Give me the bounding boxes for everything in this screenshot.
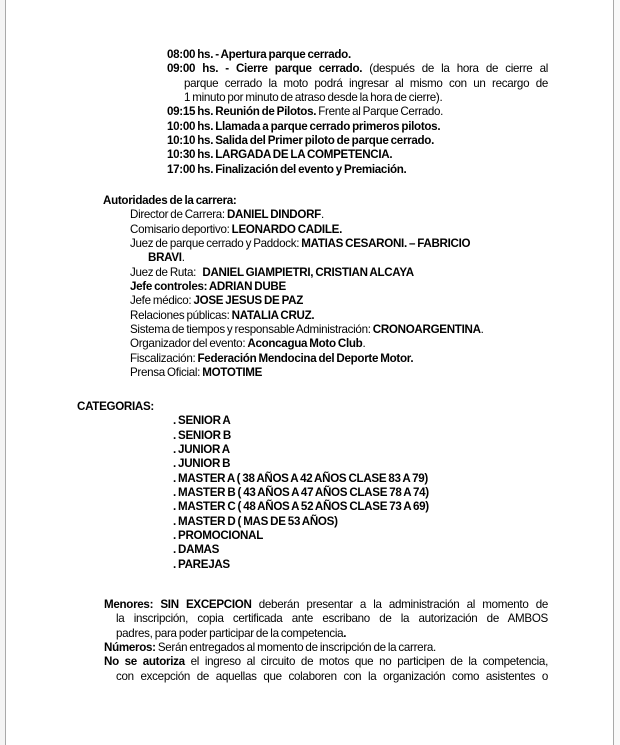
text-run: Prensa Oficial:: [130, 365, 203, 379]
note-numeros: [104, 641, 548, 655]
text-run: Organizador del evento:: [130, 337, 248, 351]
text-run: BRAVI: [148, 251, 182, 265]
categories-list: [173, 414, 547, 572]
text-run: No se autoriza: [104, 655, 185, 669]
text-run: NATALIA CRUZ.: [231, 308, 315, 322]
category-item: . SENIOR A: [173, 414, 231, 428]
categories-section: [77, 400, 547, 572]
text-run: Jefe médico:: [130, 294, 194, 308]
text-run: CATEGORIAS:: [77, 400, 154, 413]
text-run: Números:: [104, 640, 158, 654]
text-run: JOSE JESUS DE PAZ: [193, 294, 303, 308]
text-run: Federación Mendocina del Deporte Motor.: [197, 351, 414, 365]
text-run: Comisario deportivo:: [130, 222, 232, 236]
authority-jefe-controles: [130, 280, 555, 294]
category-item: . PROMOCIONAL: [173, 528, 263, 542]
text-run: MOTOTIME: [202, 365, 263, 379]
text-run: Aconcagua Moto Club: [247, 337, 363, 351]
schedule-line-0900-wrap2: [184, 91, 548, 105]
text-run: parque cerrado la moto podrá ingresar al mismo con un recargo de: [184, 76, 548, 90]
page-margin-right: [614, 0, 620, 745]
text-run: Serán entregados al momento de inscripción de la carrera.: [157, 640, 436, 654]
categories-heading: [77, 400, 547, 414]
text-run: padres, para poder participar de la competencia: [116, 626, 344, 640]
text-run: 1 minuto por minuto de atraso desde la hora de cierre).: [184, 90, 443, 104]
authority-director: [130, 208, 555, 222]
authorities-section: [103, 194, 555, 380]
note-no-autoriza-line1: [104, 655, 548, 669]
text-run: Relaciones públicas:: [130, 308, 232, 322]
text-run: Menores: SIN EXCEPCION: [104, 598, 252, 611]
category-item: . JUNIOR B: [173, 457, 231, 471]
authority-sistema: [130, 323, 555, 337]
schedule-section: [167, 48, 548, 177]
category-item: . MASTER B ( 43 AÑOS A 47 AÑOS CLASE 78 A 74): [173, 485, 429, 499]
category-item: . DAMAS: [173, 543, 220, 557]
text-run: LEONARDO CADILE.: [231, 222, 342, 236]
text-run: .: [343, 626, 347, 640]
note-no-autoriza-line2: [116, 670, 548, 684]
text-run: Jefe controles: ADRIAN DUBE: [130, 279, 286, 293]
text-run: .: [480, 322, 484, 336]
text-run: 10:30 hs. LARGADA DE LA COMPETENCIA.: [167, 148, 393, 162]
authority-prensa: [130, 366, 555, 380]
authority-organizador: [130, 337, 555, 351]
text-run: Autoridades de la carrera:: [103, 194, 237, 207]
text-run: Director de Carrera:: [130, 208, 227, 222]
text-run: CRONOARGENTINA: [372, 322, 481, 336]
text-run: DANIEL DINDORF: [226, 208, 321, 222]
text-run: la inscripción, copia certificada ante escribano de la autorización de AMBOS: [116, 612, 548, 626]
authority-juez-parque: [130, 237, 555, 251]
schedule-line-1030: [167, 148, 548, 162]
authority-juez-ruta: [130, 266, 555, 280]
category-item: . PAREJAS: [173, 557, 230, 571]
authorities-heading: [103, 194, 555, 208]
text-run: con excepción de aquellas que colaboren con la organización como asistentes o: [116, 669, 548, 683]
schedule-line-0800: [167, 48, 548, 62]
text-run: DANIEL GIAMPIETRI, CRISTIAN ALCAYA: [202, 265, 414, 279]
authority-fiscalizacion: [130, 352, 555, 366]
category-item: . MASTER D ( MAS DE 53 AÑOS): [173, 514, 338, 528]
authority-comisario: [130, 223, 555, 237]
text-run: (después de la hora de cierre al: [362, 62, 549, 76]
schedule-line-1700: [167, 163, 548, 177]
text-run: deberán presentar a la administración al momento de: [251, 598, 548, 611]
text-run: 17:00 hs. Finalización del evento y Premiación.: [167, 162, 407, 176]
text-run: MATIAS CESARONI. – FABRICIO: [301, 236, 471, 250]
text-run: 08:00 hs. - Apertura parque cerrado.: [167, 48, 351, 61]
authority-jefe-medico: [130, 294, 555, 308]
text-run: Juez de parque cerrado y Paddock:: [130, 236, 302, 250]
schedule-line-0900: [167, 62, 548, 76]
schedule-line-0900-wrap1: [184, 77, 548, 91]
authorities-list: [130, 208, 555, 380]
text-run: Fiscalización:: [130, 351, 198, 365]
note-menores-line1: [104, 598, 548, 612]
text-run: 09:15 hs. Reunión de Pilotos.: [167, 105, 317, 119]
category-item: . JUNIOR A: [173, 442, 230, 456]
text-run: 10:00 hs. Llamada a parque cerrado primeros pilotos.: [167, 119, 441, 133]
notes-section: [104, 598, 548, 684]
schedule-line-1010: [167, 134, 548, 148]
text-run: .: [181, 251, 185, 265]
text-run: .: [320, 208, 324, 222]
page-border-left: [5, 0, 6, 745]
category-item: . SENIOR B: [173, 428, 231, 442]
text-run: 09:00 hs. - Cierre parque cerrado.: [167, 62, 363, 76]
schedule-line-1000: [167, 120, 548, 134]
text-run: 10:10 hs. Salida del Primer piloto de parque cerrado.: [167, 133, 434, 147]
text-run: el ingreso al circuito de motos que no participen de la competencia,: [184, 655, 548, 669]
text-run: Frente al Parque Cerrado.: [316, 105, 444, 119]
text-run: Juez de Ruta:: [130, 265, 203, 279]
category-item: . MASTER C ( 48 AÑOS A 52 AÑOS CLASE 73 A 69): [173, 500, 429, 514]
text-run: Sistema de tiempos y responsable Administración:: [130, 322, 373, 336]
note-menores-line3: [116, 627, 548, 641]
category-item: . MASTER A ( 38 AÑOS A 42 AÑOS CLASE 83 A 79): [173, 471, 428, 485]
text-run: .: [362, 337, 366, 351]
note-menores-line2: [116, 612, 548, 626]
schedule-line-0915: [167, 105, 548, 119]
authority-juez-parque-wrap: [148, 251, 555, 265]
authority-relaciones: [130, 309, 555, 323]
